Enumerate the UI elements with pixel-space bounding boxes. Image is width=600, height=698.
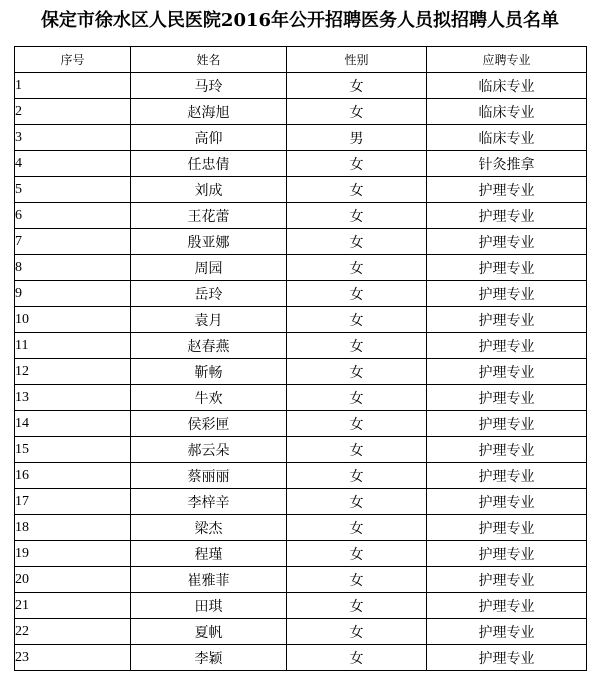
cell-gender: 女 bbox=[287, 619, 427, 645]
table-row bbox=[15, 437, 587, 463]
table-row bbox=[15, 203, 587, 229]
cell-number: 4 bbox=[15, 151, 131, 177]
cell-name: 任忠倩 bbox=[131, 151, 287, 177]
cell-specialty: 护理专业 bbox=[427, 229, 587, 255]
cell-gender: 女 bbox=[287, 645, 427, 671]
cell-number: 6 bbox=[15, 203, 131, 229]
cell-number: 8 bbox=[15, 255, 131, 281]
table-body bbox=[15, 73, 587, 671]
cell-name: 蔡丽丽 bbox=[131, 463, 287, 489]
cell-specialty: 护理专业 bbox=[427, 281, 587, 307]
cell-gender: 女 bbox=[287, 515, 427, 541]
cell-specialty: 护理专业 bbox=[427, 333, 587, 359]
cell-name: 程瑾 bbox=[131, 541, 287, 567]
cell-specialty: 护理专业 bbox=[427, 593, 587, 619]
table-row bbox=[15, 255, 587, 281]
table-row bbox=[15, 281, 587, 307]
table-row bbox=[15, 489, 587, 515]
cell-number: 23 bbox=[15, 645, 131, 671]
header-number: 序号 bbox=[15, 47, 131, 73]
cell-specialty: 护理专业 bbox=[427, 541, 587, 567]
table-row bbox=[15, 99, 587, 125]
cell-gender: 女 bbox=[287, 203, 427, 229]
cell-number: 12 bbox=[15, 359, 131, 385]
cell-name: 梁杰 bbox=[131, 515, 287, 541]
cell-number: 22 bbox=[15, 619, 131, 645]
cell-specialty: 护理专业 bbox=[427, 203, 587, 229]
header-specialty: 应聘专业 bbox=[427, 47, 587, 73]
cell-name: 李颖 bbox=[131, 645, 287, 671]
cell-name: 夏帆 bbox=[131, 619, 287, 645]
cell-name: 郝云朵 bbox=[131, 437, 287, 463]
table-row bbox=[15, 619, 587, 645]
header-gender: 性别 bbox=[287, 47, 427, 73]
cell-gender: 女 bbox=[287, 463, 427, 489]
table-row bbox=[15, 359, 587, 385]
candidate-table bbox=[14, 46, 587, 671]
cell-gender: 女 bbox=[287, 281, 427, 307]
cell-gender: 女 bbox=[287, 593, 427, 619]
table-row bbox=[15, 151, 587, 177]
cell-specialty: 护理专业 bbox=[427, 645, 587, 671]
table-row bbox=[15, 73, 587, 99]
cell-specialty: 护理专业 bbox=[427, 411, 587, 437]
table-row bbox=[15, 177, 587, 203]
cell-name: 高仰 bbox=[131, 125, 287, 151]
cell-specialty: 护理专业 bbox=[427, 489, 587, 515]
cell-number: 14 bbox=[15, 411, 131, 437]
cell-number: 10 bbox=[15, 307, 131, 333]
cell-name: 袁月 bbox=[131, 307, 287, 333]
cell-name: 马玲 bbox=[131, 73, 287, 99]
table-row bbox=[15, 229, 587, 255]
cell-specialty: 护理专业 bbox=[427, 177, 587, 203]
cell-specialty: 针灸推拿 bbox=[427, 151, 587, 177]
cell-name: 周园 bbox=[131, 255, 287, 281]
cell-gender: 女 bbox=[287, 307, 427, 333]
cell-number: 21 bbox=[15, 593, 131, 619]
cell-gender: 女 bbox=[287, 385, 427, 411]
table-row bbox=[15, 593, 587, 619]
cell-specialty: 临床专业 bbox=[427, 73, 587, 99]
cell-number: 2 bbox=[15, 99, 131, 125]
cell-gender: 女 bbox=[287, 359, 427, 385]
cell-name: 李梓辛 bbox=[131, 489, 287, 515]
cell-gender: 女 bbox=[287, 151, 427, 177]
cell-specialty: 护理专业 bbox=[427, 307, 587, 333]
cell-gender: 女 bbox=[287, 229, 427, 255]
table-row bbox=[15, 333, 587, 359]
cell-name: 赵春燕 bbox=[131, 333, 287, 359]
cell-gender: 女 bbox=[287, 541, 427, 567]
cell-specialty: 护理专业 bbox=[427, 567, 587, 593]
cell-number: 16 bbox=[15, 463, 131, 489]
cell-specialty: 临床专业 bbox=[427, 125, 587, 151]
cell-gender: 女 bbox=[287, 567, 427, 593]
cell-number: 17 bbox=[15, 489, 131, 515]
cell-name: 赵海旭 bbox=[131, 99, 287, 125]
cell-number: 19 bbox=[15, 541, 131, 567]
cell-number: 3 bbox=[15, 125, 131, 151]
table-header-row bbox=[15, 47, 587, 73]
cell-number: 7 bbox=[15, 229, 131, 255]
cell-name: 牛欢 bbox=[131, 385, 287, 411]
cell-gender: 女 bbox=[287, 437, 427, 463]
cell-gender: 女 bbox=[287, 73, 427, 99]
cell-gender: 女 bbox=[287, 255, 427, 281]
cell-number: 9 bbox=[15, 281, 131, 307]
cell-specialty: 护理专业 bbox=[427, 385, 587, 411]
table-row bbox=[15, 307, 587, 333]
cell-gender: 女 bbox=[287, 177, 427, 203]
cell-number: 5 bbox=[15, 177, 131, 203]
table-row bbox=[15, 567, 587, 593]
cell-number: 1 bbox=[15, 73, 131, 99]
cell-gender: 女 bbox=[287, 99, 427, 125]
cell-number: 11 bbox=[15, 333, 131, 359]
table-row bbox=[15, 463, 587, 489]
document-title: 保定市徐水区人民医院2016年公开招聘医务人员拟招聘人员名单 bbox=[40, 10, 560, 31]
table-row bbox=[15, 411, 587, 437]
cell-specialty: 护理专业 bbox=[427, 463, 587, 489]
cell-name: 靳畅 bbox=[131, 359, 287, 385]
cell-specialty: 护理专业 bbox=[427, 359, 587, 385]
cell-gender: 女 bbox=[287, 411, 427, 437]
cell-specialty: 护理专业 bbox=[427, 619, 587, 645]
cell-name: 刘成 bbox=[131, 177, 287, 203]
cell-number: 13 bbox=[15, 385, 131, 411]
cell-specialty: 护理专业 bbox=[427, 515, 587, 541]
cell-name: 王花蕾 bbox=[131, 203, 287, 229]
cell-specialty: 临床专业 bbox=[427, 99, 587, 125]
cell-name: 殷亚娜 bbox=[131, 229, 287, 255]
cell-name: 岳玲 bbox=[131, 281, 287, 307]
cell-name: 崔雅菲 bbox=[131, 567, 287, 593]
cell-gender: 女 bbox=[287, 489, 427, 515]
cell-name: 侯彩匣 bbox=[131, 411, 287, 437]
cell-number: 18 bbox=[15, 515, 131, 541]
header-name: 姓名 bbox=[131, 47, 287, 73]
table-row bbox=[15, 125, 587, 151]
cell-gender: 女 bbox=[287, 333, 427, 359]
table-row bbox=[15, 515, 587, 541]
cell-number: 15 bbox=[15, 437, 131, 463]
table-row bbox=[15, 541, 587, 567]
cell-gender: 男 bbox=[287, 125, 427, 151]
table-row bbox=[15, 645, 587, 671]
cell-name: 田琪 bbox=[131, 593, 287, 619]
table-row bbox=[15, 385, 587, 411]
cell-number: 20 bbox=[15, 567, 131, 593]
cell-specialty: 护理专业 bbox=[427, 255, 587, 281]
cell-specialty: 护理专业 bbox=[427, 437, 587, 463]
